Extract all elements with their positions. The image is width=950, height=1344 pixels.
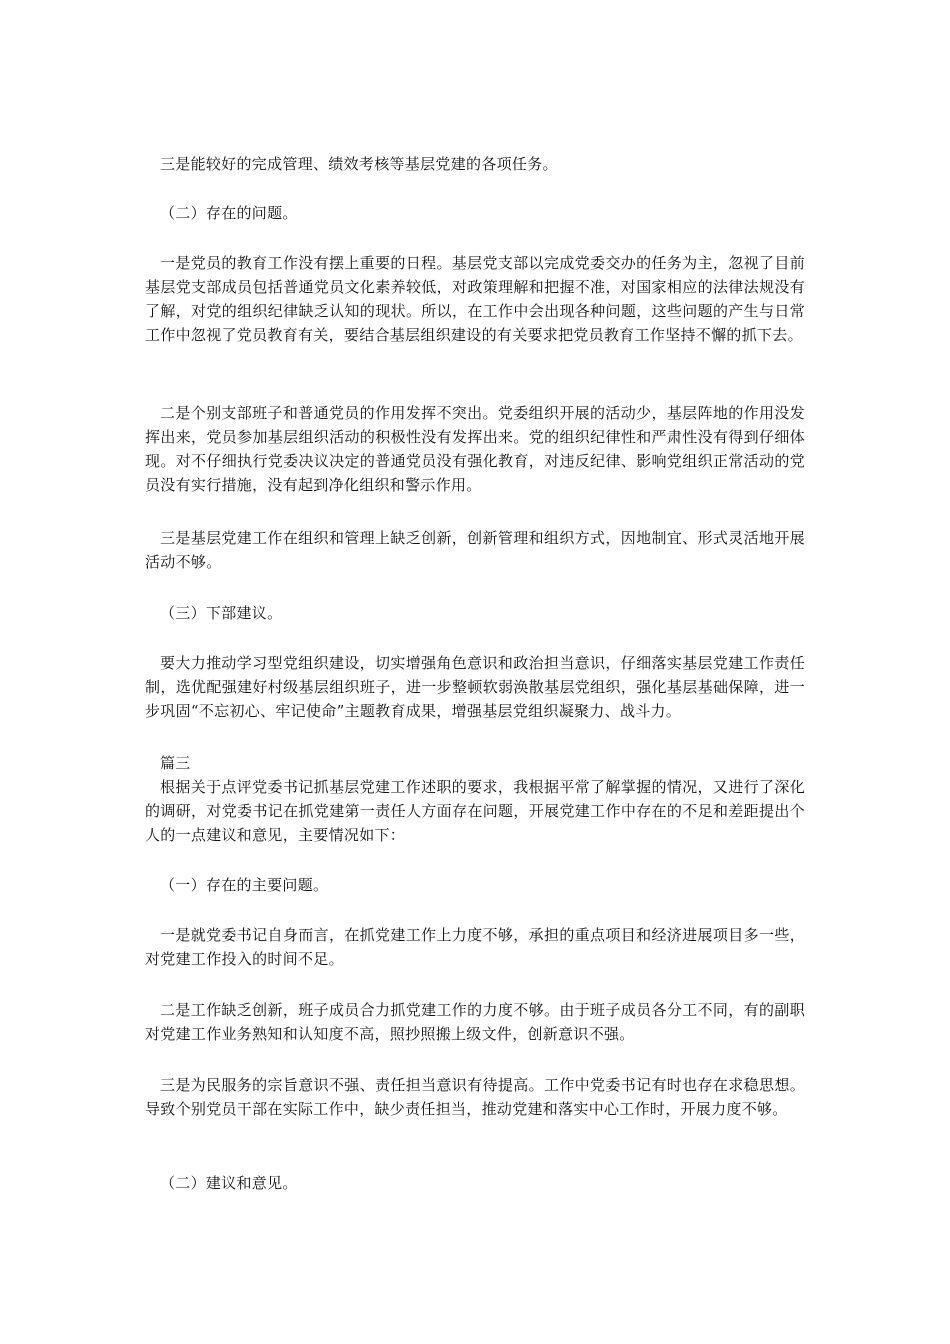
paragraph-problem-3: 三是基层党建工作在组织和管理上缺乏创新，创新管理和组织方式，因地制宜、形式灵活地开展活动不够。 bbox=[145, 529, 805, 571]
paragraph-task-completion: 三是能较好的完成管理、绩效考核等基层党建的各项任务。 bbox=[160, 155, 558, 173]
paragraph-suggestion: 要大力推动学习型党组织建设，切实增强角色意识和政治担当意识，仔细落实基层党建工作责任制，选优配强建好村级基层组织班子，进一步整顿软弱涣散基层党组织，强化基层基础保障，进一步巩固“不忘初心、牢记使命”主题教育成果，增强基层党组织凝聚力、战斗力。 bbox=[145, 654, 805, 720]
section-heading-problems: （二）存在的问题。 bbox=[160, 204, 298, 222]
paragraph-main-problem-2: 二是工作缺乏创新，班子成员合力抓党建工作的力度不够。由于班子成员各分工不同，有的副职对党建工作业务熟知和认知度不高，照抄照搬上级文件，创新意识不强。 bbox=[145, 1001, 805, 1043]
paragraph-problem-2: 二是个别支部班子和普通党员的作用发挥不突出。党委组织开展的活动少，基层阵地的作用没发挥出来，党员参加基层组织活动的积极性没有发挥出来。党的组织纪律性和严肃性没有得到仔细体现。对不仔细执行党委决议决定的普通党员没有强化教育，对违反纪律、影响党组织正常活动的党员没有实行措施，没有起到净化组织和警示作用。 bbox=[145, 404, 805, 494]
section-heading-suggestions: （三）下部建议。 bbox=[160, 604, 283, 622]
chapter-heading: 篇三 bbox=[160, 754, 191, 772]
paragraph-problem-1: 一是党员的教育工作没有摆上重要的日程。基层党支部以完成党委交办的任务为主，忽视了目前基层党支部成员包括普通党员文化素养较低，对政策理解和把握不准，对国家相应的法律法规没有了解，对党的组织纪律缺乏认知的现状。所以，在工作中会出现各种问题，这些问题的产生与日常工作中忽视了党员教育有关，要结合基层组织建设的有关要求把党员教育工作坚持不懈的抓下去。 bbox=[145, 254, 805, 344]
paragraph-main-problem-3: 三是为民服务的宗旨意识不强、责任担当意识有待提高。工作中党委书记有时也存在求稳思想。导致个别党员干部在实际工作中，缺少责任担当，推动党建和落实中心工作时，开展力度不够。 bbox=[145, 1076, 805, 1118]
section-heading-main-problems: （一）存在的主要问题。 bbox=[160, 876, 329, 894]
paragraph-intro: 根据关于点评党委书记抓基层党建工作述职的要求，我根据平常了解掌握的情况，又进行了深化的调研，对党委书记在抓党建第一责任人方面存在问题，开展党建工作中存在的不足和差距提出个人的一点建议和意见，主要情况如下： bbox=[145, 778, 805, 844]
section-heading-advice: （二）建议和意见。 bbox=[160, 1174, 298, 1192]
paragraph-main-problem-1: 一是就党委书记自身而言，在抓党建工作上力度不够，承担的重点项目和经济进展项目多一些，对党建工作投入的时间不足。 bbox=[145, 926, 805, 968]
